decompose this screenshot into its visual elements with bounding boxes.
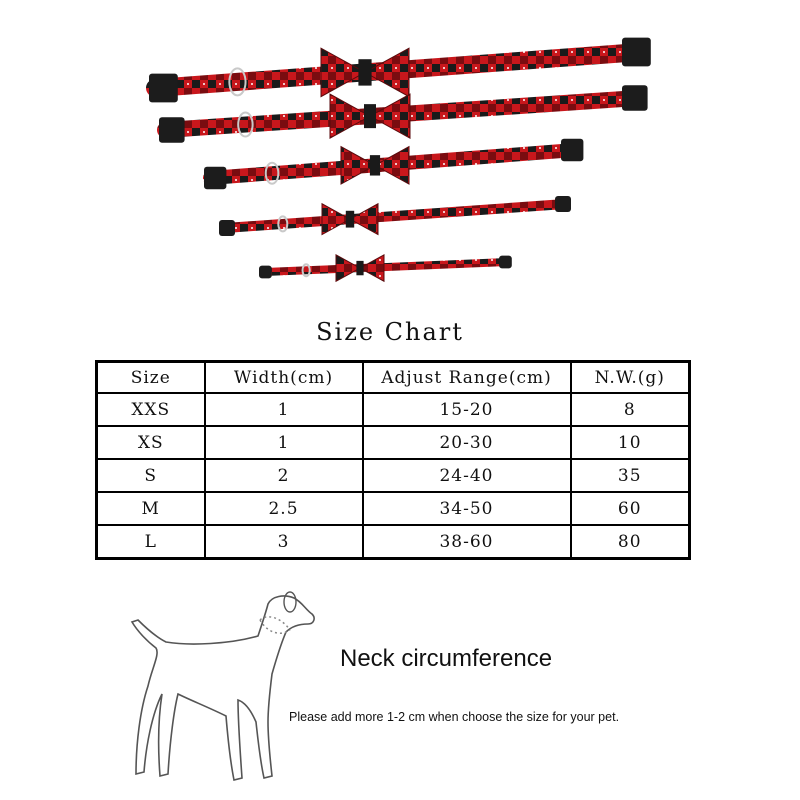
cell-size: L	[97, 525, 205, 559]
collar-4-bow-knot	[346, 211, 354, 228]
collar-2-buckle-end	[622, 85, 648, 111]
cell-net-weight: 8	[571, 393, 690, 426]
collar-3-bow-knot	[370, 155, 380, 175]
collar-1-buckle-end	[622, 38, 651, 67]
table-row	[97, 393, 690, 426]
cell-size: S	[97, 459, 205, 492]
cell-net-weight: 35	[571, 459, 690, 492]
collar-4-buckle-end	[555, 196, 571, 212]
dog-outline-icon	[130, 590, 320, 790]
size-chart-table	[95, 360, 691, 560]
table-row	[97, 492, 690, 525]
table-row	[97, 459, 690, 492]
table-row	[97, 525, 690, 559]
collar-4-buckle	[219, 220, 235, 236]
cell-adjust-range: 20-30	[363, 426, 571, 459]
cell-net-weight: 60	[571, 492, 690, 525]
cell-adjust-range: 24-40	[363, 459, 571, 492]
collar-1-bow-knot	[358, 59, 371, 85]
size-chart-title: Size Chart	[316, 318, 464, 346]
cell-adjust-range: 38-60	[363, 525, 571, 559]
collar-2-bow-knot	[364, 104, 376, 128]
collar-3-buckle-end	[561, 139, 583, 161]
cell-size: XS	[97, 426, 205, 459]
table-row	[97, 426, 690, 459]
collar-5-buckle	[259, 266, 272, 279]
cell-adjust-range: 34-50	[363, 492, 571, 525]
collar-4-band	[225, 204, 565, 228]
collar-5-band	[265, 262, 507, 272]
cell-size: XXS	[97, 393, 205, 426]
cell-net-weight: 10	[571, 426, 690, 459]
header-adjust-range: Adjust Range(cm)	[363, 362, 571, 394]
header-size: Size	[97, 362, 205, 394]
cell-net-weight: 80	[571, 525, 690, 559]
collar-5-bow-knot	[356, 261, 363, 275]
collar-3-buckle	[204, 167, 226, 189]
cell-adjust-range: 15-20	[363, 393, 571, 426]
size-advice-note: Please add more 1-2 cm when choose the size for your pet.	[289, 710, 620, 724]
collars-product-image	[0, 0, 800, 300]
header-width: Width(cm)	[205, 362, 363, 394]
collar-1-buckle	[149, 74, 178, 103]
cell-width: 2	[205, 459, 363, 492]
collar-5-buckle-end	[499, 256, 512, 269]
cell-width: 1	[205, 426, 363, 459]
cell-size: M	[97, 492, 205, 525]
cell-width: 3	[205, 525, 363, 559]
table-header-row	[97, 362, 690, 394]
cell-width: 2.5	[205, 492, 363, 525]
neck-circumference-title: Neck circumference	[340, 645, 553, 672]
cell-width: 1	[205, 393, 363, 426]
header-net-weight: N.W.(g)	[571, 362, 690, 394]
collar-2-buckle	[159, 117, 185, 143]
